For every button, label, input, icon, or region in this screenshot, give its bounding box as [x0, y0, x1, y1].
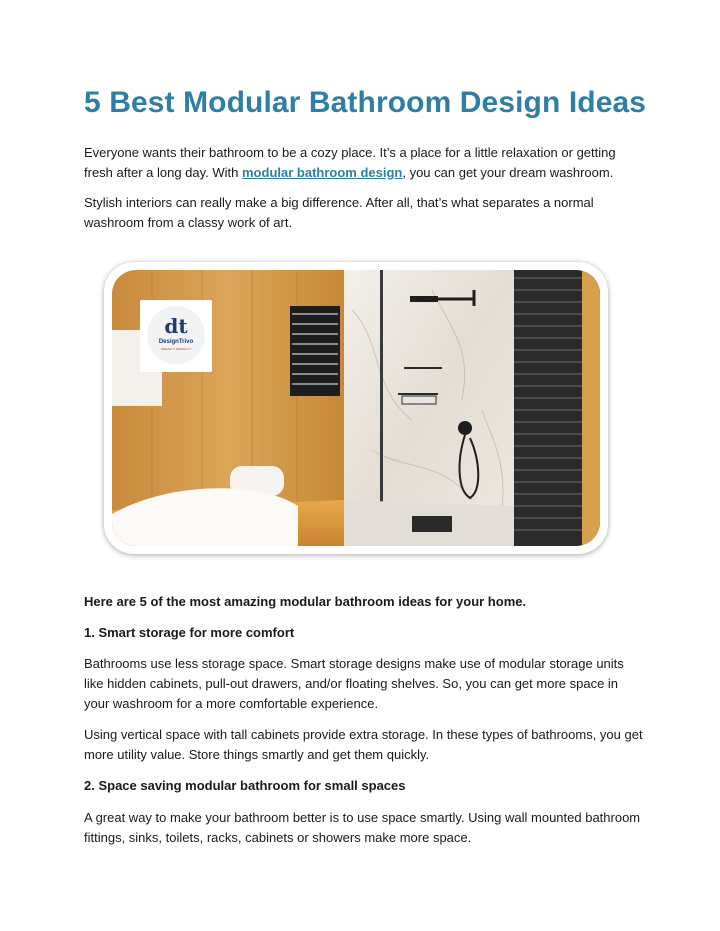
section-1-heading: 1. Smart storage for more comfort	[84, 625, 295, 640]
intro-paragraph-1	[84, 143, 644, 183]
section-2-paragraph-1: A great way to make your bathroom better is to use space smartly. Using wall mounted bathroom fittings, sinks, toilets, racks, cabinets or showers make more space.	[84, 810, 641, 845]
bathroom-photo	[112, 270, 600, 546]
logo-badge	[147, 306, 205, 364]
section-2-heading: 2. Space saving modular bathroom for small spaces	[84, 778, 406, 793]
page-title: 5 Best Modular Bathroom Design Ideas	[84, 86, 647, 119]
section-1-paragraph-2: Using vertical space with tall cabinets provide extra storage. In these types of bathrooms, you get more utility value. Store things smartly and get them quickly.	[84, 727, 643, 762]
intro-paragraph-2: Stylish interiors can really make a big difference. After all, that’s what separates a normal washroom from a classy work of art.	[84, 195, 594, 230]
intro-text-after-link: , you can get your dream washroom.	[402, 165, 614, 180]
window	[290, 306, 340, 396]
logo-monogram-icon: dt	[164, 314, 188, 338]
list-heading: Here are 5 of the most amazing modular bathroom ideas for your home.	[84, 594, 527, 609]
section-1-paragraph-1: Bathrooms use less storage space. Smart storage designs make use of modular storage units like hidden cabinets, pull-out drawers, and/or floating shelves. So, you can get more space in your washroom for a more comfortable experience.	[84, 656, 624, 711]
intro-text-before-link: Everyone wants their bathroom to be a cozy place. It’s a place for a little relaxation or getting fresh after a long day. With	[84, 145, 616, 180]
logo-name: DesignTrivo	[158, 339, 194, 345]
designtrivo-logo	[140, 300, 212, 372]
logo-tagline: DREAM IT DESIGN IT	[160, 347, 192, 351]
modular-bathroom-design-link[interactable]: modular bathroom design	[242, 165, 403, 180]
bathroom-photo-frame	[104, 262, 608, 554]
